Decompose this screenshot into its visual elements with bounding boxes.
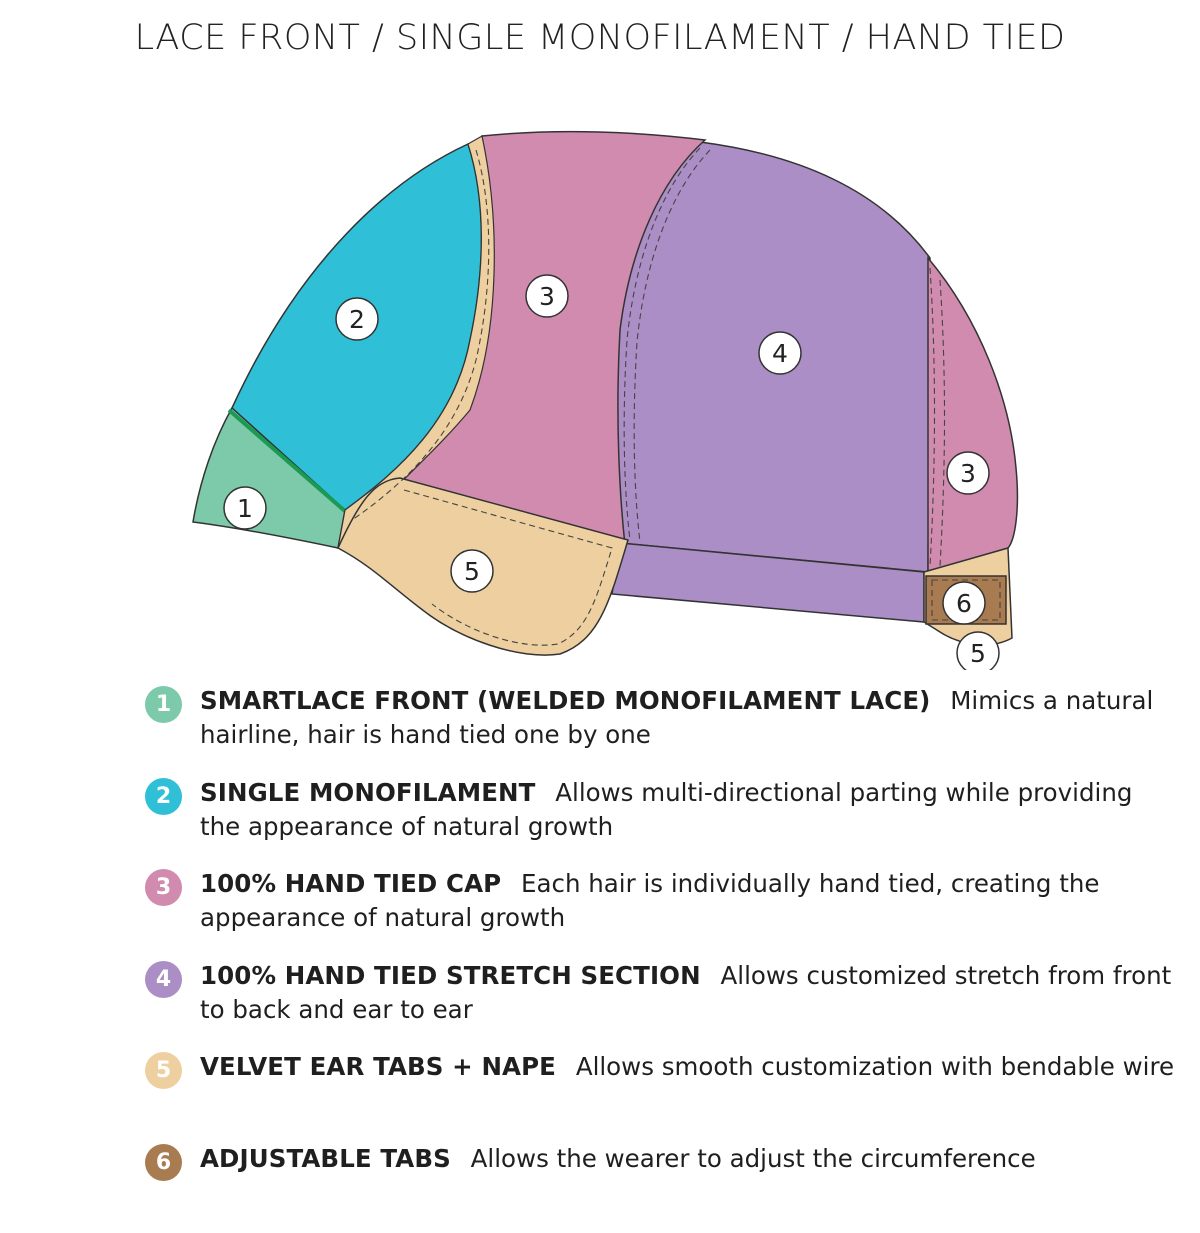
legend-heading: 100% HAND TIED CAP bbox=[200, 869, 501, 898]
wig-cap-diagram bbox=[0, 100, 1200, 670]
svg-text:6: 6 bbox=[956, 589, 972, 618]
svg-text:3: 3 bbox=[539, 282, 555, 311]
legend-badge-2: 2 bbox=[145, 778, 182, 815]
callout-3-front bbox=[526, 275, 568, 317]
legend-badge-5: 5 bbox=[145, 1052, 182, 1089]
callout-5-nape bbox=[957, 632, 999, 670]
legend-badge-6: 6 bbox=[145, 1144, 182, 1181]
svg-text:4: 4 bbox=[772, 339, 788, 368]
legend-desc: Allows multi-directional parting while providing the appearance of natural growth bbox=[200, 778, 1132, 841]
callout-6 bbox=[943, 582, 985, 624]
legend-text-2 bbox=[200, 776, 1180, 844]
legend-item-6 bbox=[145, 1142, 1185, 1233]
legend-text-5 bbox=[200, 1050, 1180, 1084]
legend-badge-4: 4 bbox=[145, 961, 182, 998]
callout-2 bbox=[336, 298, 378, 340]
legend-text-3 bbox=[200, 867, 1180, 935]
legend-desc: Mimics a natural hairline, hair is hand tied one by one bbox=[200, 686, 1153, 749]
legend-desc: Allows the wearer to adjust the circumference bbox=[471, 1144, 1036, 1173]
legend-text-6 bbox=[200, 1142, 1180, 1176]
svg-text:3: 3 bbox=[960, 459, 976, 488]
legend-badge-3: 3 bbox=[145, 869, 182, 906]
svg-text:5: 5 bbox=[464, 557, 480, 586]
legend-item-3 bbox=[145, 867, 1185, 959]
svg-text:5: 5 bbox=[970, 639, 986, 668]
legend-badge-1: 1 bbox=[145, 686, 182, 723]
legend-desc: Allows customized stretch from front to back and ear to ear bbox=[200, 961, 1171, 1024]
callout-1 bbox=[224, 487, 266, 529]
legend-text-4 bbox=[200, 959, 1180, 1027]
svg-text:2: 2 bbox=[349, 305, 365, 334]
legend-item-5 bbox=[145, 1050, 1185, 1142]
svg-text:1: 1 bbox=[237, 494, 253, 523]
legend-desc: Each hair is individually hand tied, creating the appearance of natural growth bbox=[200, 869, 1099, 932]
diagram-title: LACE FRONT / SINGLE MONOFILAMENT / HAND TIED bbox=[0, 18, 1200, 58]
legend-heading: SINGLE MONOFILAMENT bbox=[200, 778, 535, 807]
legend-heading: ADJUSTABLE TABS bbox=[200, 1144, 451, 1173]
legend-item-2 bbox=[145, 776, 1185, 868]
legend-text-1 bbox=[200, 684, 1180, 752]
callout-3-back bbox=[947, 452, 989, 494]
legend bbox=[145, 684, 1185, 1233]
legend-desc: Allows smooth customization with bendable wire bbox=[576, 1052, 1174, 1081]
callout-5-ear bbox=[451, 550, 493, 592]
callout-4 bbox=[759, 332, 801, 374]
legend-heading: 100% HAND TIED STRETCH SECTION bbox=[200, 961, 701, 990]
legend-heading: SMARTLACE FRONT (WELDED MONOFILAMENT LACE) bbox=[200, 686, 930, 715]
legend-heading: VELVET EAR TABS + NAPE bbox=[200, 1052, 556, 1081]
legend-item-1 bbox=[145, 684, 1185, 776]
legend-item-4 bbox=[145, 959, 1185, 1051]
